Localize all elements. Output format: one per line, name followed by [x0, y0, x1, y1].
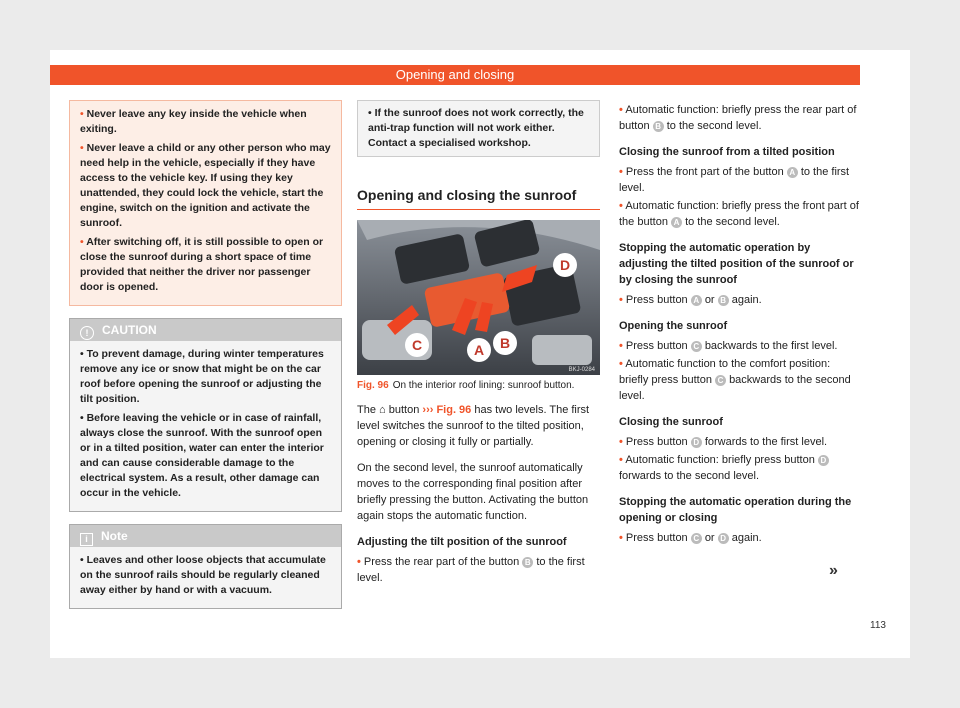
- list-item: • Press button A or B again.: [619, 294, 762, 306]
- list-item: • Press button C or D again.: [619, 532, 762, 544]
- key-badge: C: [691, 341, 702, 352]
- bullet-icon: •: [80, 236, 84, 248]
- key-badge: D: [818, 455, 829, 466]
- caution-item: • Before leaving the vehicle or in case of rainfall, always close the sunroof. With the sunroof open or in a tilted position, water can enter the interior and can cause considerable damage to the electrical system. As a result, other damage can occur in the vehicle.: [80, 412, 324, 499]
- figure-label-c: C: [411, 337, 423, 353]
- list-item: • Automatic function: briefly press the front part of the button A to the second level.: [619, 200, 859, 228]
- chapter-header: Opening and closing: [50, 65, 860, 85]
- list-item: • Press the front part of the button A to the first level.: [619, 166, 850, 194]
- subheading: Closing the sunroof: [619, 416, 723, 428]
- figure-reference-link[interactable]: ››› Fig. 96: [422, 404, 472, 416]
- warning-item: • After switching off, it is still possible to open or close the sunroof during a short space of time provided that neither the driver nor passenger door is opened.: [80, 236, 324, 293]
- sunroof-console-illustration: [357, 220, 600, 375]
- key-badge: B: [522, 557, 533, 568]
- paragraph: On the second level, the sunroof automatically moves to the corresponding final position after briefly pressing the button. Activating the button again stops the automatic function.: [357, 462, 589, 522]
- subheading: Stopping the automatic operation by adjusting the tilted position of the sunroof or by closing the sunroof: [619, 242, 854, 286]
- caution-box: [69, 318, 342, 512]
- list-item: • Press button C backwards to the first level.: [619, 340, 838, 352]
- key-badge: D: [718, 533, 729, 544]
- bullet-icon: •: [80, 142, 84, 154]
- sunroof-button-icon: ⌂: [379, 404, 386, 416]
- sunroof-button-figure: [357, 220, 600, 375]
- list-item: • Automatic function: briefly press button D forwards to the second level.: [619, 452, 859, 484]
- subheading: Closing the sunroof from a tilted position: [619, 146, 835, 158]
- note-item: • Leaves and other loose objects that accumulate on the sunroof rails should be regularly cleaned away either by hand or with a vacuum.: [80, 554, 326, 596]
- key-badge: D: [691, 437, 702, 448]
- column-left: [69, 100, 342, 609]
- column-middle: [357, 100, 600, 586]
- subheading: Opening the sunroof: [619, 320, 728, 332]
- warning-box: [69, 100, 342, 306]
- paragraph: The ⌂ button ››› Fig. 96 has two levels. The first level switches the sunroof to the tilted position, opening or closing it fully or partially.: [357, 404, 590, 448]
- note-header: i Note: [70, 525, 341, 547]
- exclamation-icon: !: [80, 326, 94, 340]
- figure-label-d: D: [559, 257, 571, 273]
- key-badge: A: [671, 217, 682, 228]
- list-item: • Automatic function to the comfort position: briefly press button C backwards to the second level.: [619, 358, 851, 402]
- subheading: Stopping the automatic operation during the opening or closing: [619, 496, 852, 524]
- list-item: • Press button D forwards to the first level.: [619, 436, 828, 448]
- warning-continued-box: • If the sunroof does not work correctly, the anti-trap function will not work either. Contact a specialised workshop.: [357, 100, 600, 157]
- key-badge: A: [691, 295, 702, 306]
- note-box: [69, 524, 342, 609]
- figure-code: BKJ-0284: [568, 367, 595, 373]
- warning-item: • Never leave any key inside the vehicle when exiting.: [80, 108, 307, 135]
- key-badge: C: [691, 533, 702, 544]
- figure-label-b: B: [499, 335, 511, 351]
- subheading: Adjusting the tilt position of the sunroof: [357, 536, 567, 548]
- page-number: 113: [870, 620, 886, 631]
- caution-header: ! CAUTION: [70, 319, 341, 341]
- key-badge: C: [715, 375, 726, 386]
- bullet-icon: •: [80, 108, 84, 120]
- continued-marker: »: [829, 562, 838, 579]
- figure-caption: Fig. 96 On the interior roof lining: sunroof button.: [357, 380, 575, 391]
- column-right: [619, 100, 859, 546]
- key-badge: B: [718, 295, 729, 306]
- list-item: • Press the rear part of the button B to the first level.: [357, 556, 585, 584]
- key-badge: B: [653, 121, 664, 132]
- figure-label-a: A: [473, 342, 485, 358]
- key-badge: A: [787, 167, 798, 178]
- caution-item: • To prevent damage, during winter temperatures remove any ice or snow that might be on the car roof before opening the sunroof or adjusting the tilt position.: [80, 348, 324, 405]
- section-title: Opening and closing the sunroof: [357, 187, 600, 210]
- warning-item: • Never leave a child or any other person who may need help in the vehicle, especially if they have access to the vehicle key. If using they key unattended, they could lock the vehicle, start the engine, switch on the ignition and activate the sunroof.: [80, 142, 331, 229]
- list-item: • Automatic function: briefly press the rear part of button B to the second level.: [619, 104, 857, 132]
- info-icon: i: [80, 533, 93, 546]
